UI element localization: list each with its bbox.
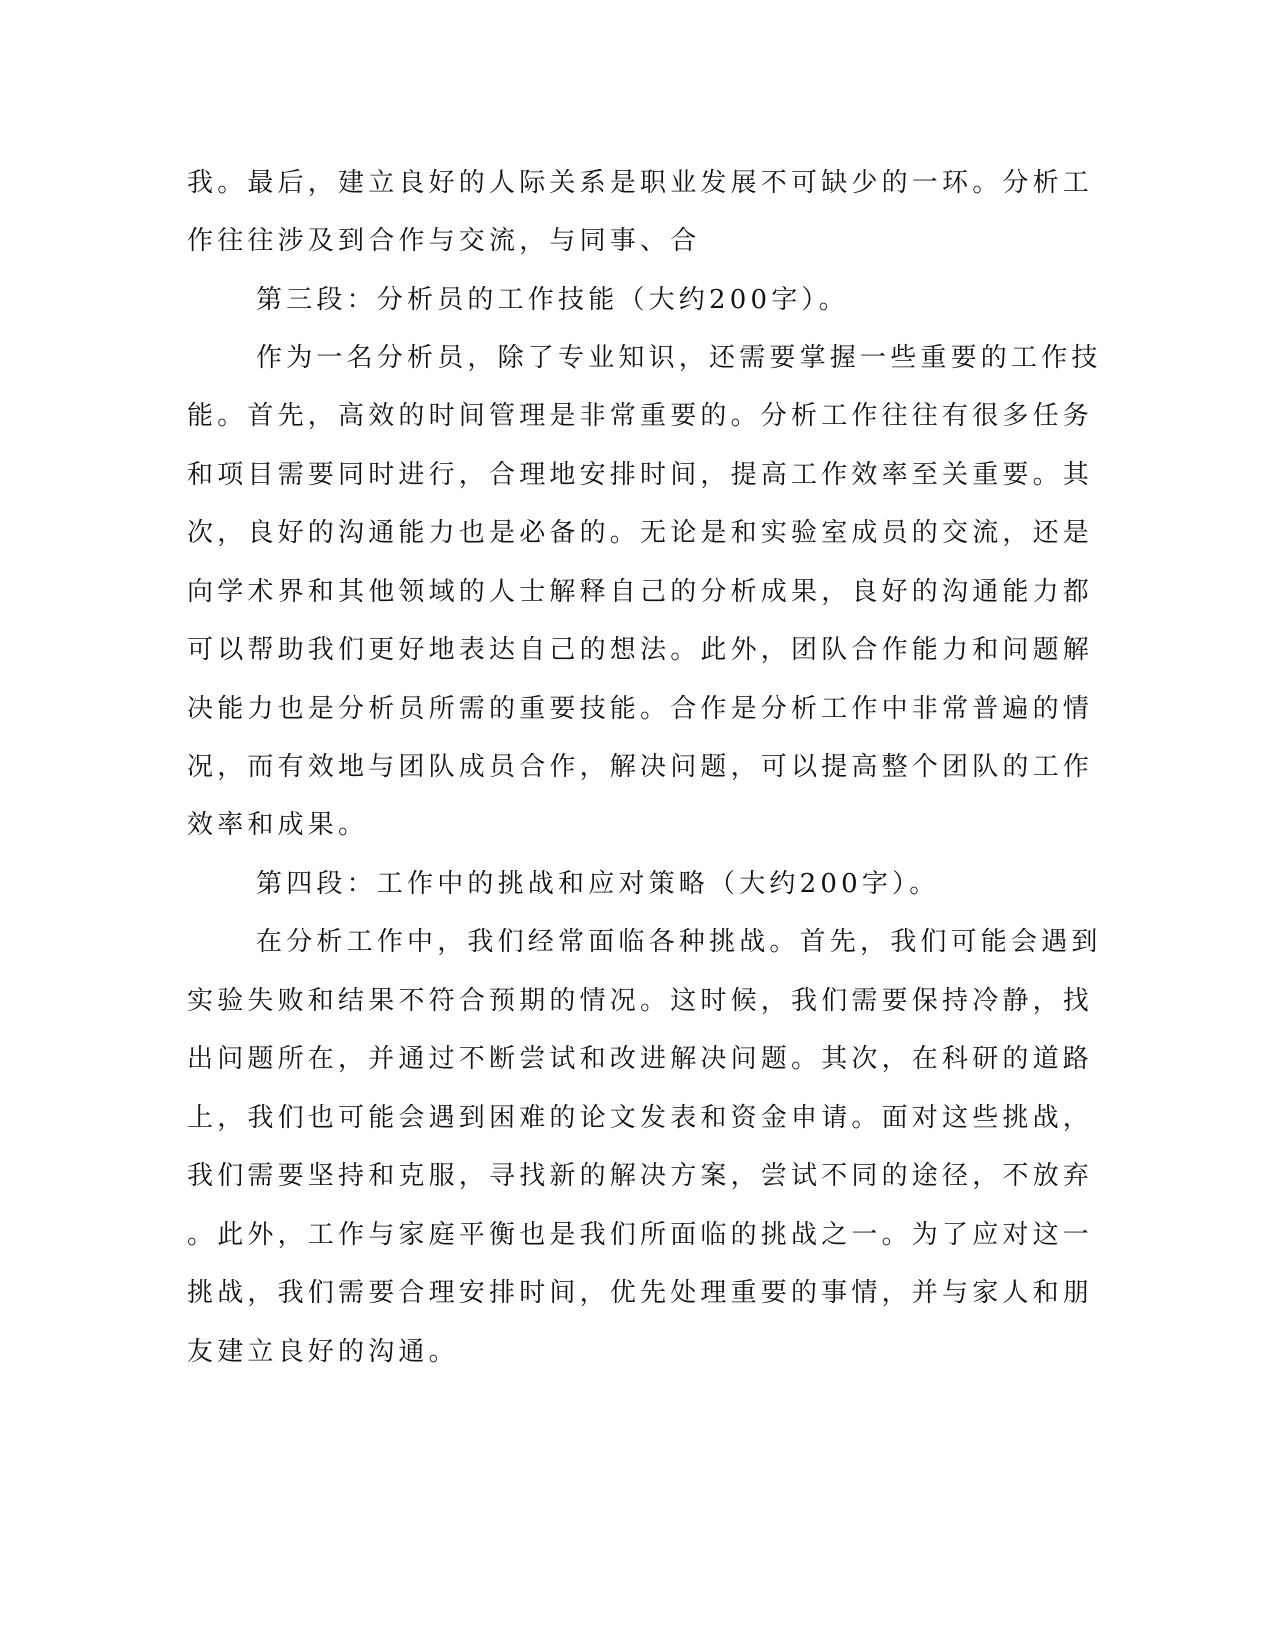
body-line: 决能力也是分析员所需的重要技能。合作是分析工作中非常普遍的情 bbox=[187, 694, 1094, 724]
paragraph-first-line: 作为一名分析员，除了专业知识，还需要掌握一些重要的工作技 bbox=[256, 343, 1102, 373]
body-line: 效率和成果。 bbox=[187, 810, 369, 840]
body-line: 友建立良好的沟通。 bbox=[187, 1337, 459, 1367]
body-line: 挑战，我们需要合理安排时间，优先处理重要的事情，并与家人和朋 bbox=[187, 1278, 1094, 1308]
body-line: 实验失败和结果不符合预期的情况。这时候，我们需要保持冷静，找 bbox=[187, 986, 1094, 1016]
body-line: 我们需要坚持和克服，寻找新的解决方案，尝试不同的途径，不放弃 bbox=[187, 1161, 1094, 1191]
section-heading-4: 第四段：工作中的挑战和应对策略（大约200字）。 bbox=[256, 869, 940, 899]
body-line: 我。最后，建立良好的人际关系是职业发展不可缺少的一环。分析工 bbox=[187, 168, 1094, 198]
paragraph-first-line: 在分析工作中，我们经常面临各种挑战。首先，我们可能会遇到 bbox=[256, 927, 1102, 957]
body-line: 作往往涉及到合作与交流，与同事、合 bbox=[187, 226, 701, 256]
body-line: 。此外，工作与家庭平衡也是我们所面临的挑战之一。为了应对这一 bbox=[187, 1220, 1094, 1250]
body-line: 出问题所在，并通过不断尝试和改进解决问题。其次，在科研的道路 bbox=[187, 1044, 1094, 1074]
body-line: 向学术界和其他领域的人士解释自己的分析成果，良好的沟通能力都 bbox=[187, 577, 1094, 607]
body-line: 可以帮助我们更好地表达自己的想法。此外，团队合作能力和问题解 bbox=[187, 635, 1094, 665]
body-line: 况，而有效地与团队成员合作，解决问题，可以提高整个团队的工作 bbox=[187, 752, 1094, 782]
body-line: 上，我们也可能会遇到困难的论文发表和资金申请。面对这些挑战， bbox=[187, 1103, 1094, 1133]
body-line: 和项目需要同时进行，合理地安排时间，提高工作效率至关重要。其 bbox=[187, 460, 1094, 490]
body-line: 次，良好的沟通能力也是必备的。无论是和实验室成员的交流，还是 bbox=[187, 518, 1094, 548]
section-heading-3: 第三段：分析员的工作技能（大约200字）。 bbox=[256, 285, 849, 315]
body-line: 能。首先，高效的时间管理是非常重要的。分析工作往往有很多任务 bbox=[187, 401, 1094, 431]
